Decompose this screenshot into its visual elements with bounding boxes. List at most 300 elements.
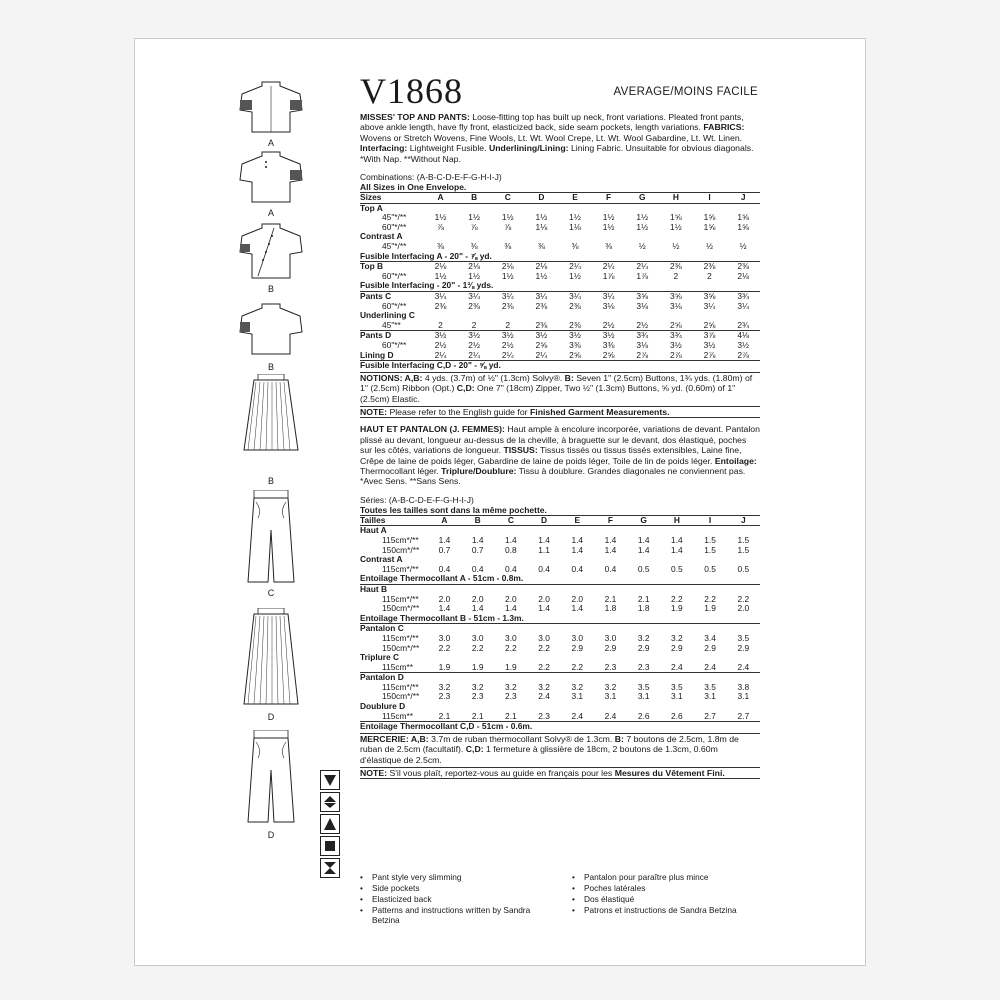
column-header: B: [461, 515, 494, 526]
table-cell: 2.3: [471, 691, 484, 702]
sketch-top-a-back: [232, 150, 310, 208]
table-cell: 1.4: [438, 534, 451, 545]
table-cell: 3⅜: [569, 339, 581, 350]
table-cell: 1½: [434, 270, 447, 281]
table-cell: 2.9: [571, 642, 584, 653]
triplure-text: Tissu à doublure. Grandes diagonales ne conviennent pas. *Avec Sens. **Sans Sens.: [360, 465, 746, 487]
table-row: [360, 302, 760, 312]
sketch-label: D: [267, 830, 275, 840]
table-cell: 2: [673, 270, 679, 281]
table-cell: 2.2: [505, 642, 517, 653]
table-cell: 3¼: [457, 291, 491, 301]
table-cell: 3½: [525, 331, 559, 341]
fabrics-label: FABRICS:: [703, 122, 745, 133]
table-cell: 3.5: [671, 681, 683, 692]
main-content: [360, 70, 760, 779]
table-cell: 3.2: [471, 681, 484, 692]
note-label: NOTE:: [360, 768, 388, 779]
table-cell: 1.8: [604, 603, 617, 614]
row-label: Doublure D: [360, 701, 406, 712]
sketch-top-b-back: [232, 302, 310, 360]
table-cell: 3¼: [491, 291, 525, 301]
sketch-pants-c: [232, 490, 310, 586]
table-cell: 2½: [501, 339, 514, 350]
row-label: Pantalon D: [360, 673, 428, 683]
table-row: [360, 683, 760, 693]
table-cell: 3.5: [704, 681, 716, 692]
table-cell: 3.2: [505, 681, 517, 692]
table-cell: 1½: [602, 221, 615, 232]
table-cell: 0.7: [438, 544, 451, 555]
table-cell: 0.8: [505, 544, 517, 555]
table-row: [360, 702, 760, 712]
row-label: Top A: [360, 202, 383, 213]
description-title: HAUT ET PANTALON (J. FEMMES):: [360, 424, 505, 435]
sketch-label: D: [267, 712, 275, 722]
english-note: [360, 406, 760, 418]
table-cell: ⅞: [504, 221, 512, 232]
sketch-label: A: [267, 138, 274, 148]
table-cell: 1.4: [505, 534, 517, 545]
sketch-top-b-front: [232, 222, 310, 284]
table-cell: 2.2: [538, 661, 550, 672]
table-cell: 2¾: [737, 319, 749, 330]
underlining-text: Lining Fabric. Unsuitable for obvious diagonals.: [568, 143, 754, 154]
table-cell: 3¾: [726, 291, 760, 301]
table-cell: 0.4: [538, 563, 550, 574]
table-cell: 3⅝: [659, 291, 693, 301]
table-cell: 2.0: [505, 593, 517, 604]
sketch-pants-d: [232, 730, 310, 826]
table-cell: 3¼: [525, 291, 559, 301]
table-cell: 1.4: [637, 534, 650, 545]
table-cell: ⅜: [571, 241, 579, 251]
mercerie-text: 7 boutons de 2.5cm, 1.8m de ruban de 2.5cm (facultatif).: [360, 733, 739, 755]
row-label: Lining D: [360, 349, 394, 360]
table-row: [360, 663, 760, 673]
mercerie-cd-label: C,D:: [465, 744, 484, 755]
table-cell: 1.9: [471, 661, 484, 672]
table-cell: 3¼: [558, 291, 592, 301]
table-cell: 3⅛: [636, 339, 649, 350]
feature-item: • Poches latérales: [572, 883, 762, 893]
table-cell: 2.1: [505, 710, 517, 721]
row-label: 45"*/**: [382, 241, 407, 251]
row-label: 45"**: [382, 319, 401, 330]
table-cell: 3.1: [604, 691, 617, 702]
notions: [360, 372, 760, 404]
table-cell: 1⅞: [636, 270, 649, 281]
note-bold: Mesures du Vêtement Fini.: [614, 768, 725, 779]
notions-text: Seven 1" (2.5cm) Buttons, 1¾ yds. (1.80m) of 1" (2.5cm) Ribbon (Opt.): [360, 372, 753, 394]
table-cell: 2½: [636, 319, 649, 330]
table-cell: 1.4: [671, 534, 683, 545]
table-cell: 1½: [636, 221, 649, 232]
difficulty-level: AVERAGE/MOINS FACILE: [613, 86, 758, 98]
table-cell: 0.4: [471, 563, 484, 574]
column-header: H: [660, 515, 693, 526]
table-cell: 3.1: [637, 691, 650, 702]
table-cell: 2¼: [468, 349, 480, 360]
note-text: Please refer to the English guide for: [387, 406, 530, 417]
sketch-top-a-front: [232, 80, 310, 138]
sketch-label: C: [267, 588, 275, 598]
notions-text: 4 yds. (3.7m) of ½" (1.3cm) Solvy®.: [422, 372, 565, 383]
table-cell: 2.4: [538, 691, 550, 702]
nap-note: *With Nap. **Without Nap.: [360, 153, 461, 164]
table-cell: 2.3: [505, 691, 517, 702]
row-label: 150cm*/**: [382, 691, 420, 702]
table-cell: 2.9: [604, 642, 617, 653]
column-header: D: [525, 193, 559, 204]
table-cell: 3¼: [424, 291, 458, 301]
series: Séries: (A-B-C-D-E-F-G-H-I-J): [360, 494, 474, 505]
filled-square-icon: [320, 836, 340, 856]
table-cell: 2⅛: [737, 270, 749, 281]
table-cell: 2⅜: [569, 300, 581, 311]
table-cell: 1½: [535, 212, 548, 223]
table-cell: 1½: [501, 212, 514, 223]
row-label: 45"*/**: [382, 212, 407, 223]
row-label: Contrast A: [360, 231, 403, 242]
table-row: [360, 614, 760, 624]
table-cell: 2.9: [671, 642, 683, 653]
table-row: [360, 232, 760, 242]
description-title: MISSES' TOP AND PANTS:: [360, 112, 470, 122]
row-label: Pantalon C: [360, 624, 428, 634]
table-cell: 1.5: [704, 534, 716, 545]
table-cell: 2: [471, 319, 477, 330]
table-cell: 2⅜: [468, 300, 480, 311]
table-row: [360, 546, 760, 556]
table-cell: 2⅛: [457, 262, 491, 272]
description-text: Loose-fitting top has built up neck, front variations. Pleated front pants, above ankle length, have fly front, elasticized back, side seam pockets, length variations.: [360, 112, 744, 133]
table-cell: 2.9: [704, 642, 716, 653]
notions-text: One 7" (18cm) Zipper, Two ½" (1.3cm) Buttons, ⅝ yd. (0.60m) of 1" (2.5cm) Elastic.: [360, 383, 736, 404]
column-header: I: [693, 193, 727, 204]
table-cell: 1⅛: [569, 221, 581, 232]
table-cell: 3.0: [505, 632, 517, 643]
features-french: [572, 872, 762, 916]
table-cell: 2.2: [538, 642, 550, 653]
table-cell: 2⅞: [737, 349, 749, 360]
table-cell: 2.0: [737, 603, 750, 614]
entoilage-text: Thermocollant léger.: [360, 465, 442, 476]
table-cell: 2¼: [501, 349, 514, 360]
yardage-table-french: [360, 515, 760, 732]
table-row: [360, 526, 760, 536]
row-label: 60"*/**: [382, 221, 407, 232]
mercerie-label: MERCERIE: A,B:: [360, 733, 429, 744]
row-label: 115cm**: [382, 661, 414, 672]
table-row: [360, 624, 760, 634]
feature-item: • Side pockets: [360, 883, 550, 893]
table-cell: 2.3: [538, 710, 550, 721]
column-header: J: [726, 193, 760, 204]
table-cell: 1.9: [438, 661, 451, 672]
table-cell: 2¼: [434, 349, 447, 360]
table-cell: 3.8: [737, 681, 750, 692]
table-row: [360, 331, 760, 341]
yardage-table-english: [360, 192, 760, 371]
table-row: [360, 311, 760, 321]
column-header: J: [727, 515, 760, 526]
table-cell: ½: [638, 241, 646, 251]
table-cell: 2⅜: [535, 319, 548, 330]
table-cell: 2⅝: [670, 319, 682, 330]
table-cell: 2⅝: [535, 339, 548, 350]
table-cell: 1.4: [604, 534, 617, 545]
table-cell: ⅜: [537, 241, 545, 251]
table-cell: 2⅜: [659, 262, 693, 272]
notions-cd-label: C,D:: [456, 383, 475, 394]
description-text: Haut ample à encolure incorporée, variations de devant. Pantalon plissé au devant, longueur au-dessus de la cheville, à braguette sur le devant, dos élastiqué, poches sur les côtés, variations de longueur.: [360, 424, 760, 456]
table-cell: 2.0: [538, 593, 550, 604]
table-cell: 2⅝: [569, 349, 581, 360]
notions-label: NOTIONS: A,B:: [360, 372, 423, 383]
table-cell: ½: [739, 241, 747, 251]
table-row: [360, 291, 760, 301]
feature-item: • Patterns and instructions written by Sandra Betzina: [360, 905, 550, 925]
sketch-label: A: [267, 208, 274, 218]
table-cell: 3.5: [737, 632, 750, 643]
table-cell: 2½: [468, 339, 480, 350]
table-cell: 1.4: [471, 534, 484, 545]
column-header: G: [627, 515, 660, 526]
table-cell: 2¼: [558, 262, 592, 272]
column-header: Sizes: [360, 193, 424, 204]
table-cell: 3.2: [604, 681, 617, 692]
table-cell: ⅜: [436, 241, 444, 251]
table-cell: ½: [705, 241, 713, 251]
table-cell: 1.8: [637, 603, 650, 614]
tissus-text: Tissus tissés ou tissus tissés extensibles, Laine fine, Crêpe de laine de poids léger, Gabardine de laine de poids léger, Toile de lin de poids léger.: [360, 445, 742, 466]
mercerie-b-label: B:: [614, 733, 624, 744]
table-cell: 1½: [501, 270, 514, 281]
column-header: H: [659, 193, 693, 204]
table-cell: 3¾: [625, 331, 659, 341]
mercerie-text: 3.7m de ruban thermocollant Solvy® de 1.3cm.: [428, 733, 615, 744]
table-cell: 3⅝: [693, 291, 727, 301]
french-description: [360, 424, 760, 486]
table-cell: 1½: [569, 270, 581, 281]
table-cell: 2⅜: [569, 319, 581, 330]
row-label: Haut B: [360, 584, 428, 594]
table-cell: 3.2: [438, 681, 451, 692]
features-english: [360, 872, 550, 926]
table-cell: 3.2: [538, 681, 550, 692]
row-label: Top B: [360, 262, 424, 272]
all-sizes-note: All Sizes in One Envelope.: [360, 182, 467, 193]
table-cell: 3¼: [592, 291, 626, 301]
table-cell: 2.4: [737, 661, 750, 672]
title-row: [360, 70, 760, 110]
triangle-up-icon: [320, 814, 340, 834]
column-header: A: [424, 193, 458, 204]
row-label: Triplure C: [360, 652, 400, 663]
mercerie: [360, 733, 760, 765]
interfacing-row-text: Fusible Interfacing A - 20" - ⅞ yd.: [360, 250, 492, 261]
table-cell: 1.4: [571, 603, 584, 614]
table-cell: 2: [707, 270, 712, 281]
table-cell: 1½: [636, 212, 649, 223]
table-row: [360, 262, 760, 272]
table-cell: 1.4: [571, 534, 584, 545]
table-cell: 2⅞: [703, 349, 716, 360]
all-sizes-note-french: Toutes les tailles sont dans la même pochette.: [360, 504, 547, 515]
row-label: 115cm*/**: [382, 593, 419, 604]
table-cell: 3½: [703, 339, 716, 350]
table-cell: 1.4: [471, 603, 484, 614]
table-row: [360, 574, 760, 584]
table-header-row: [360, 193, 760, 204]
table-cell: 0.4: [438, 563, 451, 574]
table-cell: 1½: [535, 270, 548, 281]
table-cell: 3½: [424, 331, 458, 341]
table-cell: 2: [438, 319, 443, 330]
table-cell: 1.4: [538, 534, 550, 545]
table-cell: 3.0: [438, 632, 451, 643]
table-cell: 1.9: [505, 661, 517, 672]
table-cell: ⅜: [504, 241, 512, 251]
table-cell: 1⅝: [737, 212, 749, 223]
column-header: E: [561, 515, 594, 526]
table-row: [360, 361, 760, 371]
table-row: [360, 595, 760, 605]
table-row: [360, 692, 760, 702]
column-header: C: [491, 193, 525, 204]
feature-item: • Pantalon pour paraître plus mince: [572, 872, 762, 882]
column-header: C: [494, 515, 527, 526]
table-cell: 3⅝: [625, 291, 659, 301]
table-row: [360, 213, 760, 223]
interfacing-row-text: Fusible Interfacing - 20" - 1⅜ yds.: [360, 280, 494, 291]
table-cell: 2.2: [737, 593, 750, 604]
mercerie-text: 1 fermeture à glissière de 18cm, 2 boutons de 1.3cm, 0.60m d'élastique de 2.5cm.: [360, 744, 718, 765]
table-cell: 2⅜: [693, 262, 727, 272]
table-cell: ⅜: [605, 241, 613, 251]
table-cell: 3.1: [737, 691, 750, 702]
row-label: 115cm*/**: [382, 563, 419, 574]
table-cell: 2.2: [704, 593, 716, 604]
underlining-label: Underlining/Lining:: [488, 143, 569, 154]
table-cell: 0.5: [671, 563, 683, 574]
table-cell: 2.6: [671, 710, 683, 721]
triangle-pair-icon: [320, 792, 340, 812]
interfacing-row-text: Entoilage Thermocollant C,D - 51cm - 0.6m.: [360, 722, 760, 732]
note-label: NOTE:: [360, 406, 388, 417]
table-row: [360, 673, 760, 683]
table-row: [360, 203, 760, 213]
table-cell: 3.0: [471, 632, 484, 643]
table-cell: 3⅜: [602, 339, 615, 350]
column-header: B: [457, 193, 491, 204]
table-cell: 3.0: [604, 632, 617, 643]
table-cell: 2.4: [704, 661, 716, 672]
table-cell: 3½: [491, 331, 525, 341]
table-cell: 2⅜: [434, 300, 447, 311]
table-row: [360, 722, 760, 732]
table-row: [360, 712, 760, 722]
table-cell: 3¼: [703, 300, 716, 311]
table-cell: 3.1: [704, 691, 716, 702]
table-cell: 1½: [670, 221, 682, 232]
table-cell: 1⅞: [602, 270, 615, 281]
table-cell: 0.4: [505, 563, 517, 574]
fabrics-text: Wovens or Stretch Wovens, Fine Wools, Lt. Wt. Wool Crepe, Lt. Wt. Wool Gabardine, Lt. Wt. Linen.: [360, 132, 743, 143]
table-cell: 2.0: [438, 593, 451, 604]
table-cell: 2.4: [571, 710, 584, 721]
table-cell: ⅜: [470, 241, 478, 251]
column-header: D: [527, 515, 560, 526]
table-cell: 1½: [434, 212, 447, 223]
table-cell: 1.4: [571, 544, 584, 555]
triangle-down-icon: [320, 770, 340, 790]
table-cell: 2¼: [535, 349, 548, 360]
table-cell: 3⅛: [602, 300, 615, 311]
table-row: [360, 584, 760, 594]
table-cell: 1.4: [671, 544, 683, 555]
table-row: [360, 653, 760, 663]
row-label: 115cm*/**: [382, 632, 419, 643]
table-cell: 1½: [602, 212, 615, 223]
sketch-label: B: [267, 476, 274, 486]
table-cell: 0.5: [637, 563, 650, 574]
table-cell: 3.2: [671, 632, 683, 643]
table-cell: 1½: [468, 212, 480, 223]
sketch-label: B: [267, 284, 274, 294]
column-header: A: [428, 515, 461, 526]
table-cell: 3.2: [571, 681, 584, 692]
column-header: G: [625, 193, 659, 204]
table-cell: 2.7: [704, 710, 716, 721]
feature-item: • Patrons et instructions de Sandra Betzina: [572, 905, 762, 915]
row-label: 150cm*/**: [382, 642, 420, 653]
note-text: S'il vous plaît, reportez-vous au guide en français pour les: [387, 768, 615, 779]
sketch-pants-pleated-b: [232, 374, 310, 454]
table-cell: 3⅛: [636, 300, 649, 311]
table-cell: 2.9: [737, 642, 750, 653]
table-cell: 1.4: [538, 603, 550, 614]
table-cell: 2: [505, 319, 511, 330]
table-cell: 4⅛: [726, 331, 760, 341]
table-cell: 2⅝: [703, 319, 716, 330]
table-cell: 2½: [434, 339, 447, 350]
english-description: [360, 112, 760, 164]
table-cell: 1.9: [671, 603, 683, 614]
table-cell: 2.4: [604, 710, 617, 721]
table-cell: ⅞: [436, 221, 444, 232]
row-label: Contrast A: [360, 554, 403, 565]
table-cell: 3½: [592, 331, 626, 341]
table-cell: 3.1: [571, 691, 584, 702]
table-cell: 1.4: [505, 603, 517, 614]
table-cell: 2.3: [637, 661, 650, 672]
table-cell: 2.4: [671, 661, 683, 672]
column-header: I: [693, 515, 726, 526]
feature-item: • Dos élastiqué: [572, 894, 762, 904]
table-cell: 2⅞: [636, 349, 649, 360]
table-row: [360, 634, 760, 644]
combinations: Combinations: (A-B-C-D-E-F-G-H-I-J): [360, 172, 502, 183]
table-cell: 1.9: [704, 603, 716, 614]
table-row: [360, 351, 760, 361]
table-cell: 1½: [569, 212, 581, 223]
table-cell: 0.4: [604, 563, 617, 574]
row-label: Pants D: [360, 331, 424, 341]
row-label: 60"*/**: [382, 270, 407, 281]
table-cell: 2.2: [671, 593, 683, 604]
